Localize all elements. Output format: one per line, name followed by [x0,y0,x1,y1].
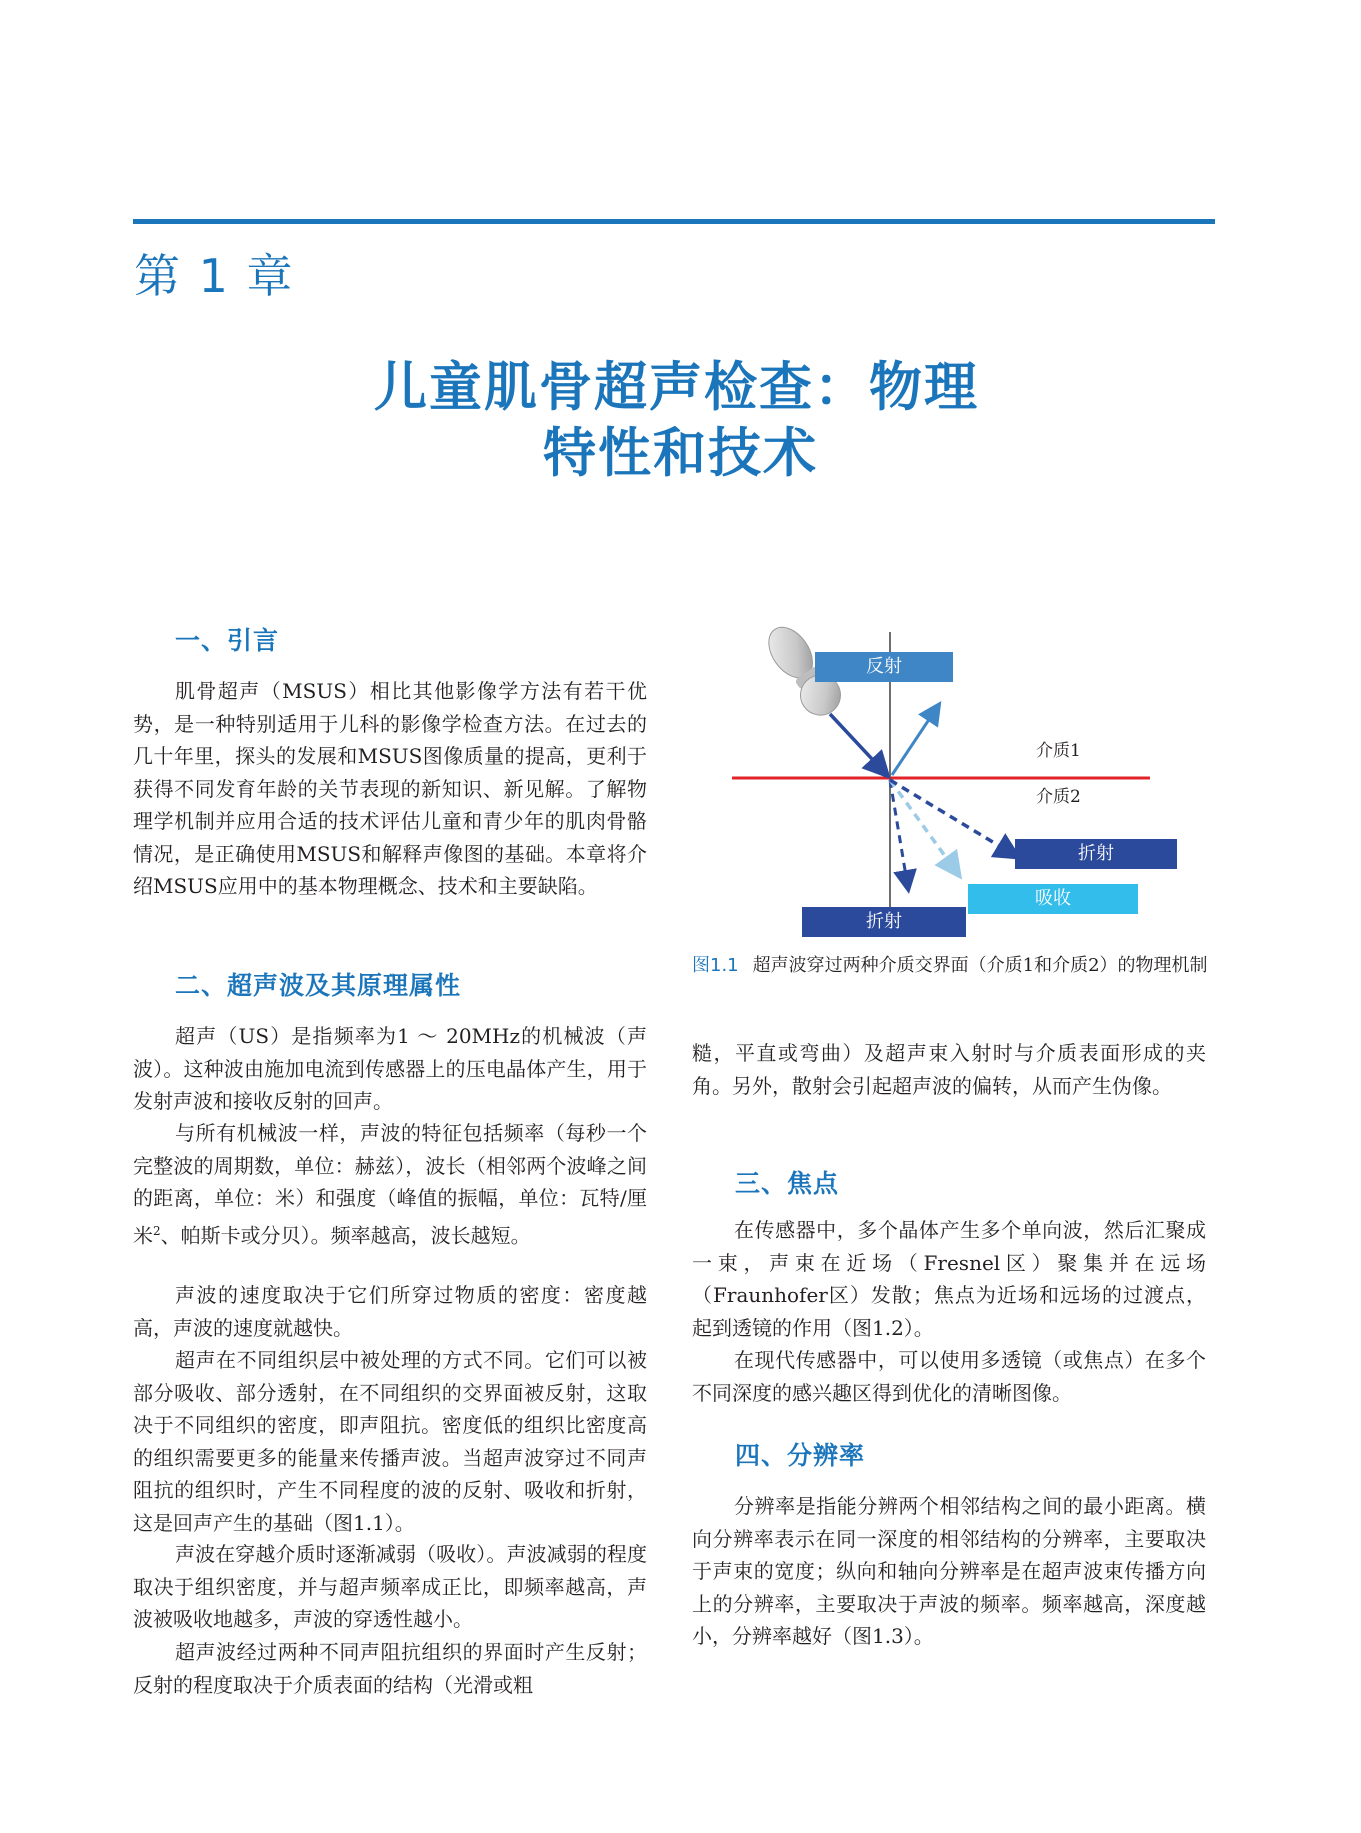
section-heading-focus: 三、焦点 [735,1169,840,1198]
paragraph-introduction: 肌骨超声（MSUS）相比其他影像学方法有若干优势，是一种特别适用于儿科的影像学检查方法。在过去的几十年里，探头的发展和MSUS图像质量的提高，更利于获得不同发育年龄的关节表现的新知识、新见解。了解物理学机制并应用合适的技术评估儿童和青少年的肌肉骨骼情况，是正确使用MSUS和解释声像图的基础。本章将介绍MSUS应用中的基本物理概念、技术和主要缺陷。 [133,679,647,898]
incident-arrow [830,714,886,774]
label-medium-2: 介质2 [1036,787,1081,807]
label-refraction-right: 折射 [1015,839,1177,869]
paragraph-focus: 在传感器中，多个晶体产生多个单向波，然后汇聚成一束，声束在近场（Fresnel区）聚集并在远场（Fraunhofer区）发散；焦点为近场和远场的过渡点，起到透镜的作用（图1.2）。 [692,1218,1206,1340]
label-refraction-bottom: 折射 [802,907,966,937]
section-heading-introduction: 一、引言 [175,626,280,655]
chapter-number: 第 1 章 [134,249,295,303]
caption-text: 超声波穿过两种介质交界面（介质1和介质2）的物理机制 [752,955,1208,976]
chapter-title-line-2: 特性和技术 [543,423,818,484]
paragraph-tissue-interaction: 超声在不同组织层中被处理的方式不同。它们可以被部分吸收、部分透射，在不同组织的交界面被反射，这取决于不同组织的密度，即声阻抗。密度低的组织比密度高的组织需要更多的能量来传播声波。当超声波穿过不同声阻抗的组织时，产生不同程度的波的反射、吸收和折射，这是回声产生的基础（图1.1）。 [133,1348,647,1535]
wave-characteristics-text: 与所有机械波一样，声波的特征包括频率（每秒一个完整波的周期数，单位：赫兹），波长（相邻两个波峰之间的距离，单位：米）和强度（峰值的振幅，单位：瓦特/厘米 [133,1121,647,1248]
paragraph-attenuation: 声波在穿越介质时逐渐减弱（吸收）。声波减弱的程度取决于组织密度，并与超声频率成正比，即频率越高，声波被吸收地越多，声波的穿透性越小。 [133,1542,647,1631]
paragraph-reflection-continued: 糙，平直或弯曲）及超声束入射时与介质表面形成的夹角。另外，散射会引起超声波的偏转，从而产生伪像。 [692,1041,1206,1098]
label-absorption: 吸收 [968,884,1138,914]
label-medium-1: 介质1 [1036,741,1081,761]
figure-caption [692,952,1212,980]
paragraph-ultrasound-definition: 超声（US）是指频率为1 ～ 20MHz的机械波（声波）。这种波由施加电流到传感器上的压电晶体产生，用于发射声波和接收反射的回声。 [133,1024,647,1113]
wave-characteristics-text-cont: 、帕斯卡或分贝）。频率越高，波长越短。 [160,1223,531,1248]
paragraph-multi-focus: 在现代传感器中，可以使用多透镜（或焦点）在多个不同深度的感兴趣区得到优化的清晰图像。 [692,1348,1206,1405]
superscript-2: 2 [153,1223,161,1238]
chapter-title-line-1: 儿童肌骨超声检查：物理 [374,357,979,418]
refraction-arrow-shallow [890,780,1016,856]
refraction-arrow-steep [890,780,908,888]
paragraph-wave-characteristics [133,1117,647,1252]
section-heading-resolution: 四、分辨率 [735,1441,866,1470]
paragraph-resolution: 分辨率是指能分辨两个相邻结构之间的最小距离。横向分辨率表示在同一深度的相邻结构的分辨率，主要取决于声束的宽度；纵向和轴向分辨率是在超声波束传播方向上的分辨率，主要取决于声波的频率。频率越高，深度越小，分辨率越好（图1.3）。 [692,1494,1206,1648]
label-reflection: 反射 [815,652,953,682]
caption-number: 图1.1 [692,955,739,976]
paragraph-wave-speed: 声波的速度取决于它们所穿过物质的密度：密度越高，声波的速度就越快。 [133,1283,647,1340]
figure-1-1 [720,618,1190,948]
chapter-top-rule [133,219,1215,224]
absorption-arrow [890,780,958,874]
reflection-arrow [892,706,938,775]
paragraph-reflection: 超声波经过两种不同声阻抗组织的界面时产生反射；反射的程度取决于介质表面的结构（光滑或粗 [133,1640,647,1697]
section-heading-ultrasound-principles: 二、超声波及其原理属性 [175,971,462,1000]
